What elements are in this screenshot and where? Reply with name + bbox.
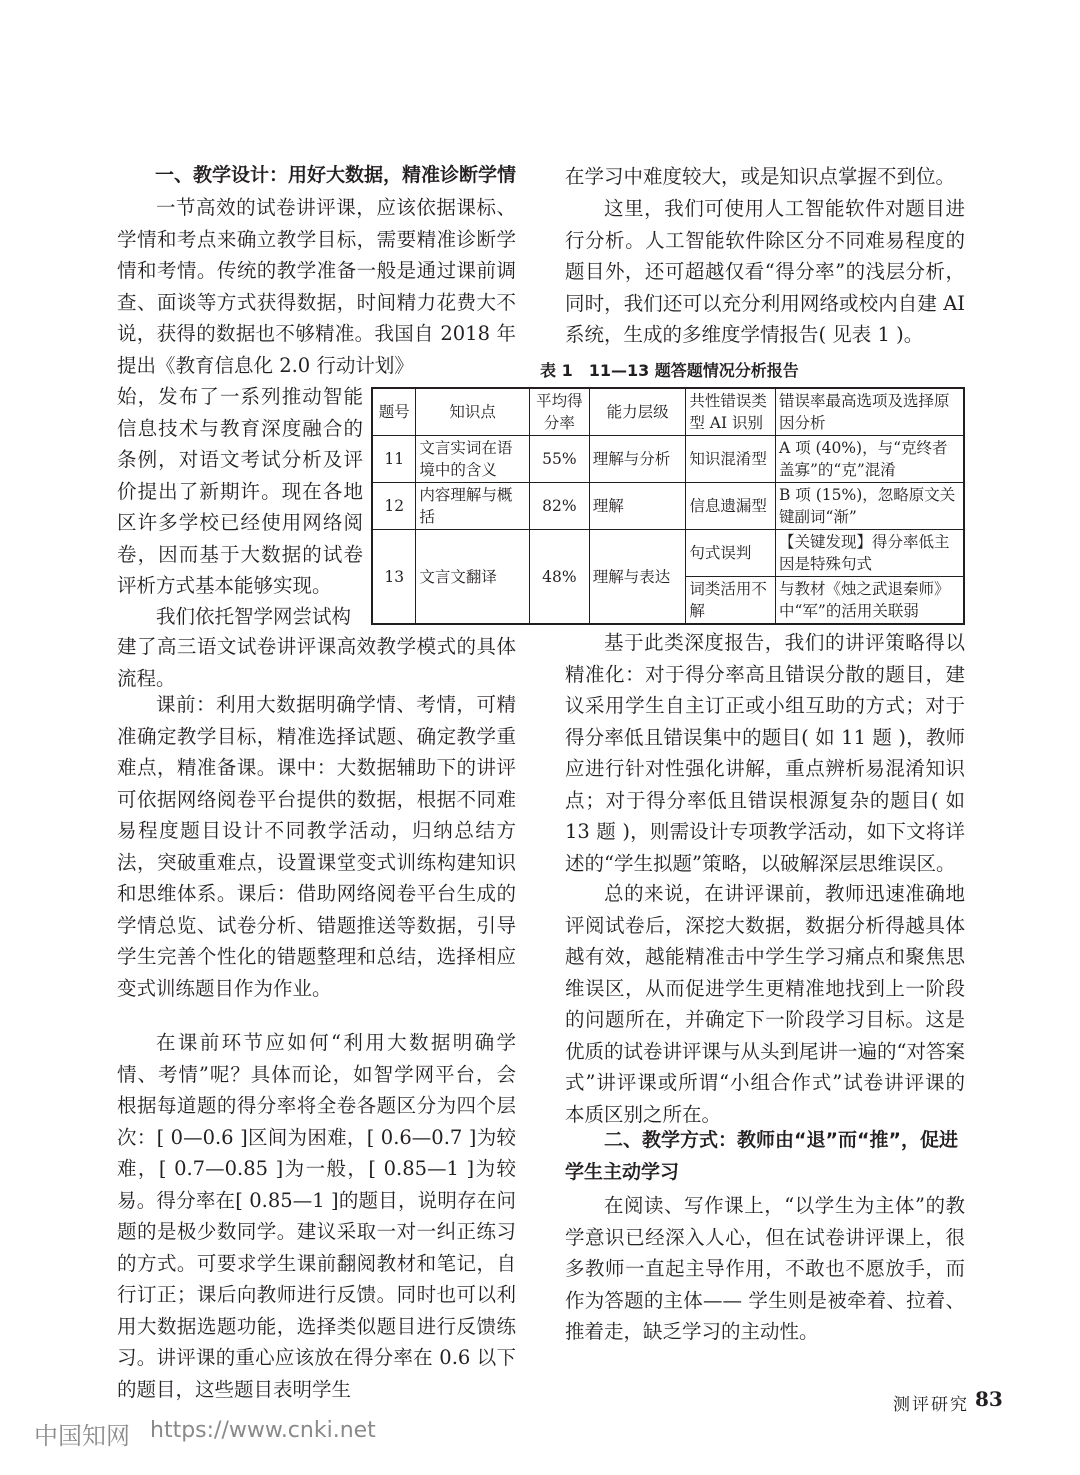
paragraph-platform-a: 我们依托智学网尝试构 bbox=[156, 605, 352, 628]
paragraph-workflow: 课前：利用大数据明确学情、考情，可精准确定教学目标，精准选择试题、确定教学重难点，精准备课。课中：大数据辅助下的讲评可依据网络阅卷平台提供的数据，根据不同难易程度题目设计不同教学活动，归纳总结方法，突破重难点，设置课堂变式训练构建知识和思维体系。课后：借助网络阅卷平台生成的学情总览、试卷分析、错题推送等数据，引导学生完善个性化的错题整理和总结，选择相应变式训练题目作为作业。 bbox=[117, 693, 516, 1000]
table-header-row bbox=[372, 388, 964, 436]
table-cell: B 项 (15%)，忽略原文关键副词“渐” bbox=[775, 483, 964, 530]
paragraph-strategy: 基于此类深度报告，我们的讲评策略得以精准化：对于得分率高且错误分散的题目，建议采用学生自主订正或小组互助的方式；对于得分率低且错误集中的题目( 如 11 题 )，教师应进行针对性强化讲解，重点辨析易混淆知识点；对于得分率低且错误根源复杂的题目( 如 13 题 )，则需设计专项教学活动，如下文将详述的“学生拟题”策略，以破解深层思维误区。 bbox=[565, 631, 965, 875]
paragraph-intro-a: 一节高效的试卷讲评课，应该依据课标、学情和考点来确立教学目标，需要精准诊断学情和考情。传统的教学准备一般是通过课前调查、面谈等方式获得数据，时间精力花费大不说，获得的数据也不够精准。我国自 2018 年提出《教育信息化 2.0 行动计划》 bbox=[117, 196, 516, 377]
analysis-table bbox=[371, 387, 965, 625]
table-row bbox=[372, 483, 964, 530]
table-cell: 12 bbox=[372, 483, 416, 530]
table-header-cell: 共性错误类型 AI 识别 bbox=[686, 388, 776, 436]
section-heading-2: 二、教学方式：教师由“退”而“推”，促进学生主动学习 bbox=[565, 1129, 958, 1183]
table-row bbox=[372, 530, 964, 577]
table-caption: 表 1 11—13 题答题情况分析报告 bbox=[540, 361, 799, 380]
table-cell: 82% bbox=[529, 483, 589, 530]
table-cell: 理解 bbox=[589, 483, 686, 530]
table-header-cell: 知识点 bbox=[416, 388, 529, 436]
paragraph-intro-b: 始，发布了一系列推动智能信息技术与教育深度融合的条例，对语文考试分析及评价提出了新期许。现在各地区许多学校已经使用网络阅卷，因而基于大数据的试卷评析方式基本能够实现。 bbox=[117, 385, 363, 597]
journal-section-title: 测评研究 bbox=[893, 1395, 969, 1415]
table-cell: 词类活用不解 bbox=[686, 577, 776, 625]
table-header-cell: 错误率最高选项及选择原因分析 bbox=[775, 388, 964, 436]
table-cell: 内容理解与概括 bbox=[416, 483, 529, 530]
paragraph-ai-analysis: 这里，我们可使用人工智能软件对题目进行分析。人工智能软件除区分不同难易程度的题目外，还可超越仅看“得分率”的浅层分析，同时，我们还可以充分利用网络或校内自建 AI 系统，生成的多维度学情报告( 见表 1 )。 bbox=[565, 197, 965, 346]
paragraph-teaching-mode: 在阅读、写作课上，“以学生为主体”的教学意识已经深入人心，但在试卷讲评课上，很多教师一直起主导作用，不敢也不愿放手，而作为答题的主体—— 学生则是被牵着、拉着、推着走，缺乏学习的主动性。 bbox=[565, 1194, 965, 1343]
table-row bbox=[372, 436, 964, 483]
paragraph-continued: 在学习中难度较大，或是知识点掌握不到位。 bbox=[565, 165, 956, 188]
table-header-cell: 平均得分率 bbox=[529, 388, 589, 436]
table-cell: 知识混淆型 bbox=[686, 436, 776, 483]
table-cell: 55% bbox=[529, 436, 589, 483]
table-cell: 信息遗漏型 bbox=[686, 483, 776, 530]
table-cell: 13 bbox=[372, 530, 416, 625]
table-cell: 11 bbox=[372, 436, 416, 483]
table-cell: A 项 (40%)，与“克终者盖寡”的“克”混淆 bbox=[775, 436, 964, 483]
table-cell: 48% bbox=[529, 530, 589, 625]
page-number: 83 bbox=[975, 1387, 1003, 1411]
cnki-watermark-url: https://www.cnki.net bbox=[150, 1418, 376, 1443]
cnki-watermark-logo: 中国知网 bbox=[34, 1422, 130, 1450]
table-cell: 理解与表达 bbox=[589, 530, 686, 625]
paragraph-platform-b: 建了高三语文试卷讲评课高效教学模式的具体流程。 bbox=[117, 635, 516, 690]
table-cell: 理解与分析 bbox=[589, 436, 686, 483]
table-cell: 文言文翻译 bbox=[416, 530, 529, 625]
paragraph-pre-class: 在课前环节应如何“利用大数据明确学情、考情”呢？具体而论，如智学网平台，会根据每道题的得分率将全卷各题区分为四个层次：[ 0—0.6 ]区间为困难，[ 0.6—0.7 ]为较难，[ 0.7—0.85 ]为一般，[ 0.85—1 ]为较易。得分率在[ 0.85—1 ]的题目，说明存在问题的是极少数同学。建议采取一对一纠正练习的方式。可要求学生课前翻阅教材和笔记，自行订正；课后向教师进行反馈。同时也可以利用大数据选题功能，选择类似题目进行反馈练习。讲评课的重心应该放在得分率在 0.6 以下的题目，这些题目表明学生 bbox=[117, 1031, 516, 1401]
table-header-cell: 能力层级 bbox=[589, 388, 686, 436]
section-heading-1: 一、教学设计：用好大数据，精准诊断学情 bbox=[155, 164, 517, 186]
table-cell: 与教材《烛之武退秦师》中“军”的活用关联弱 bbox=[775, 577, 964, 625]
table-cell: 文言实词在语境中的含义 bbox=[416, 436, 529, 483]
table-cell: 【关键发现】得分率低主因是特殊句式 bbox=[775, 530, 964, 577]
paragraph-summary: 总的来说，在讲评课前，教师迅速准确地评阅试卷后，深挖大数据，数据分析得越具体越有效，越能精准击中学生学习痛点和聚焦思维误区，从而促进学生更精准地找到上一阶段的问题所在，并确定下一阶段学习目标。这是优质的试卷讲评课与从头到尾讲一遍的“对答案式”讲评课或所谓“小组合作式”试卷讲评课的本质区别之所在。 bbox=[565, 882, 965, 1126]
table-header-cell: 题号 bbox=[372, 388, 416, 436]
table-cell: 句式误判 bbox=[686, 530, 776, 577]
